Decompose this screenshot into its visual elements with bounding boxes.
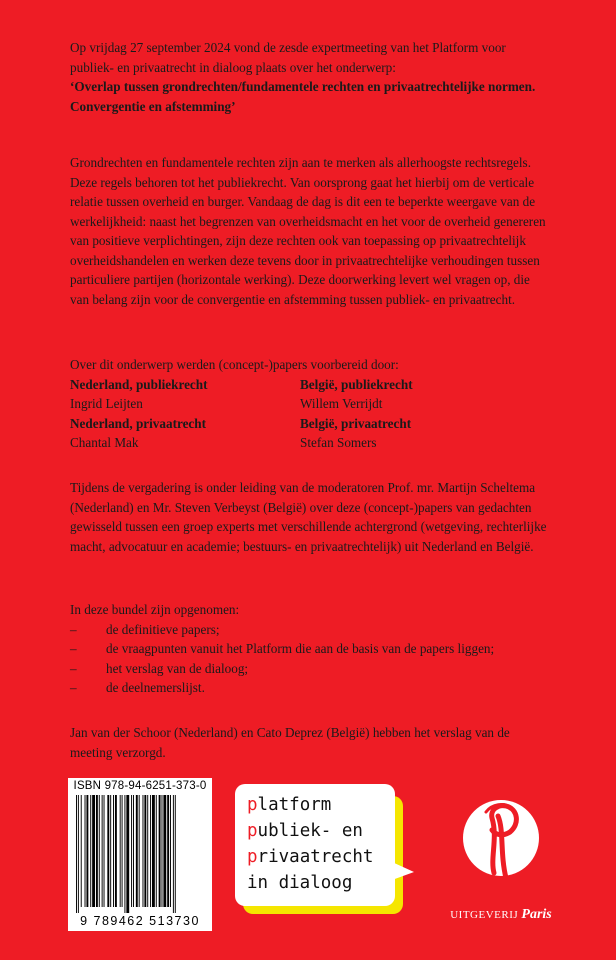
logo-text	[247, 792, 373, 896]
publisher-name	[446, 907, 556, 923]
barcode-bars	[74, 795, 206, 913]
intro-block	[70, 38, 548, 116]
logo-word: latform	[257, 795, 332, 815]
logo-word: rivaatrecht	[257, 847, 374, 867]
papers-cell: Nederland, publiekrecht	[70, 376, 208, 392]
papers-cell: Willem Verrijdt	[300, 396, 383, 411]
publisher-emblem-icon	[446, 778, 556, 903]
isbn-number: 9 789462 513730	[80, 914, 200, 928]
dash: –	[70, 621, 77, 637]
paragraph-text: Jan van der Schoor (Nederland) en Cato Deprez (België) hebben het verslag van de meeting verzorgd.	[70, 725, 510, 760]
list-item	[70, 659, 550, 679]
logo-letter: p	[247, 821, 258, 841]
paragraph-text: Tijdens de vergadering is onder leiding van de moderatoren Prof. mr. Martijn Scheltema (Nederland) en Mr. Steven Verbeyst (België) over deze (concept-)papers van gedachten gewisseld tussen een groep experts met verschillende achtergrond (wetgeving, rechterlijke macht, advocatuur en academie; bestuurs- en privaatrechtelijk) uit Nederland en België.	[70, 480, 547, 554]
intro-title: ‘Overlap tussen grondrechten/fundamentele rechten en privaatrechtelijke normen. Convergentie en afstemming’	[70, 79, 536, 114]
bundle-intro: In deze bundel zijn opgenomen:	[70, 602, 240, 617]
list-item-text: het verslag van de dialoog;	[106, 660, 249, 676]
publisher-logo	[446, 778, 556, 928]
platform-logo	[235, 784, 395, 906]
papers-cell: België, privaatrecht	[300, 415, 412, 431]
list-item	[70, 678, 550, 698]
isbn-barcode	[68, 778, 212, 931]
dash: –	[70, 660, 77, 676]
list-item-text: de deelnemerslijst.	[106, 680, 205, 695]
paragraph-text: Grondrechten en fundamentele rechten zijn aan te merken als allerhoogste rechtsregels. Deze regels behoren tot het publiekrecht. Van oorsprong gaat het hierbij om de verticale relatie tussen overheid en burger. Vandaag de dag is dit een te beperkte weergave van de werkelijkheid: naast het begrenzen van overheidsmacht en het voor de overheid genereren van positieve verplichtingen, zijn deze rechten ook van toepassing op privaatrechtelijk overheidshandelen en werken deze tevens door in privaatrechtelijke verhoudingen tussen particuliere partijen (horizontale werking). Deze doorwerking levert wel vragen op, die van belang zijn voor de convergentie en afstemming tussen publiek- en privaatrecht.	[70, 155, 546, 307]
dash: –	[70, 680, 77, 695]
closing-paragraph	[70, 723, 548, 762]
bundle-block	[70, 600, 550, 698]
list-item	[70, 639, 550, 659]
logo-word: ubliek- en	[257, 821, 363, 841]
logo-word: in dialoog	[247, 873, 353, 893]
intro-line: Op vrijdag 27 september 2024 vond de zesde expertmeeting van het Platform voor publiek- en privaatrecht in dialoog plaats over het onderwerp:	[70, 40, 506, 75]
logo-speech-tail	[392, 862, 414, 880]
papers-intro: Over dit onderwerp werden (concept-)papers voorbereid door:	[70, 357, 399, 372]
papers-cell: België, publiekrecht	[300, 376, 413, 392]
list-item-text: de definitieve papers;	[106, 621, 220, 637]
paragraph-grondrechten	[70, 153, 548, 309]
publisher-prefix: UITGEVERIJ	[450, 909, 519, 921]
papers-cell: Chantal Mak	[70, 435, 139, 450]
logo-letter: p	[247, 847, 258, 867]
paragraph-vergadering	[70, 478, 548, 556]
isbn-label: ISBN 978-94-6251-373-0	[73, 780, 207, 792]
bundle-list	[70, 620, 550, 698]
list-item	[70, 620, 550, 640]
papers-cell: Nederland, privaatrecht	[70, 415, 207, 431]
logo-letter: p	[247, 795, 258, 815]
list-item-text: de vraagpunten vanuit het Platform die aan de basis van de papers liggen;	[106, 641, 495, 656]
publisher-paris: Paris	[521, 907, 552, 922]
papers-grid	[70, 375, 550, 453]
papers-cell: Stefan Somers	[300, 435, 377, 450]
papers-cell: Ingrid Leijten	[70, 396, 143, 411]
papers-block	[70, 355, 550, 453]
dash: –	[70, 641, 77, 656]
